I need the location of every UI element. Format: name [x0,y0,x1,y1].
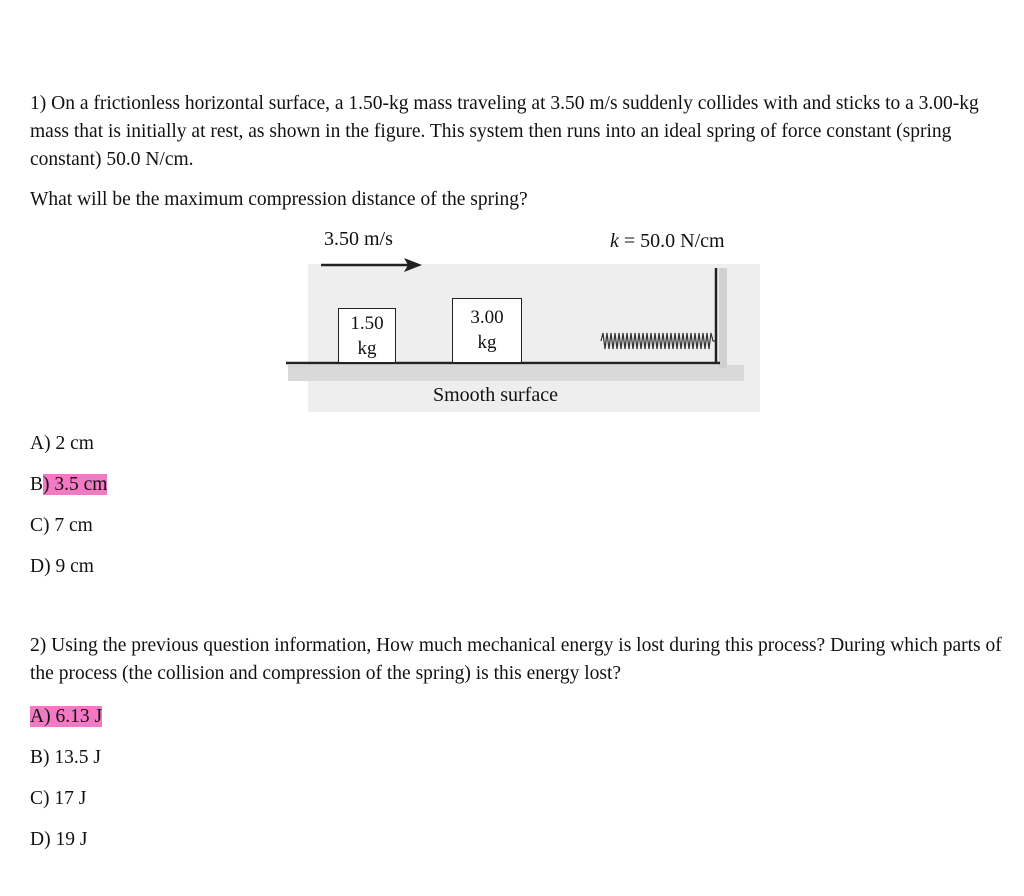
q2-option-c[interactable] [30,787,86,811]
q2-option-a-text: ) 6.13 J [44,706,103,727]
q2-option-d[interactable] [30,828,87,852]
q1-option-a[interactable] [30,432,94,456]
mass-1-value: 1.50 [350,313,384,334]
q1-option-a-letter: A [30,433,45,454]
wall-shadow [719,268,727,368]
q1-option-d-text: ) 9 cm [44,556,94,577]
q1-option-d-letter: D [30,556,45,577]
question-2-text: 2) Using the previous question information, How much mechanical energy is lost during this process? During which parts of the process (the collision and compression of the spring) is this energy lost? [30,635,1002,684]
q2-option-c-letter: C [30,788,44,809]
mass-1-block [338,308,396,363]
spring-k-value: = 50.0 N/cm [623,230,725,252]
surface-label: Smooth surface [433,384,558,406]
q2-option-b-letter: B [30,747,44,768]
mass-2-value: 3.00 [470,307,504,328]
q1-option-c-letter: C [30,515,44,536]
q1-option-a-text: ) 2 cm [44,433,94,454]
q2-option-b-text: ) 13.5 J [43,747,101,768]
q1-option-c-text: ) 7 cm [43,515,93,536]
question-1-text: 1) On a frictionless horizontal surface, a 1.50-kg mass traveling at 3.50 m/s suddenly collides with and sticks to a 3.00-kg mass that is initially at rest, as shown in the figure. This system then runs into an ideal spring of force constant (spring constant) 50.0 N/cm. [30,93,979,170]
q1-option-b[interactable] [30,473,107,497]
question-1-prompt: What will be the maximum compression distance of the spring? [30,189,528,210]
mass-1-unit: kg [357,338,377,359]
q1-option-b-letter: B [30,474,44,495]
q1-option-d[interactable] [30,555,94,579]
q2-option-d-letter: D [30,829,45,850]
mass-2-block [452,298,522,363]
q2-option-c-text: ) 17 J [43,788,87,809]
spring-constant-label [610,230,725,253]
q1-option-c[interactable] [30,514,93,538]
q1-option-b-highlighted-text: ) 3.5 cm [43,474,108,495]
q2-option-b[interactable] [30,746,101,770]
q2-option-a-letter: A [30,706,45,727]
collision-spring-figure [268,222,768,422]
mass-2-unit: kg [477,332,497,353]
floor-shadow [288,365,744,381]
spring-k-symbol: k [610,230,619,252]
q2-option-a-highlighted [30,706,102,727]
q2-option-a[interactable] [30,705,102,729]
q2-option-d-text: ) 19 J [44,829,88,850]
velocity-label: 3.50 m/s [324,228,393,250]
